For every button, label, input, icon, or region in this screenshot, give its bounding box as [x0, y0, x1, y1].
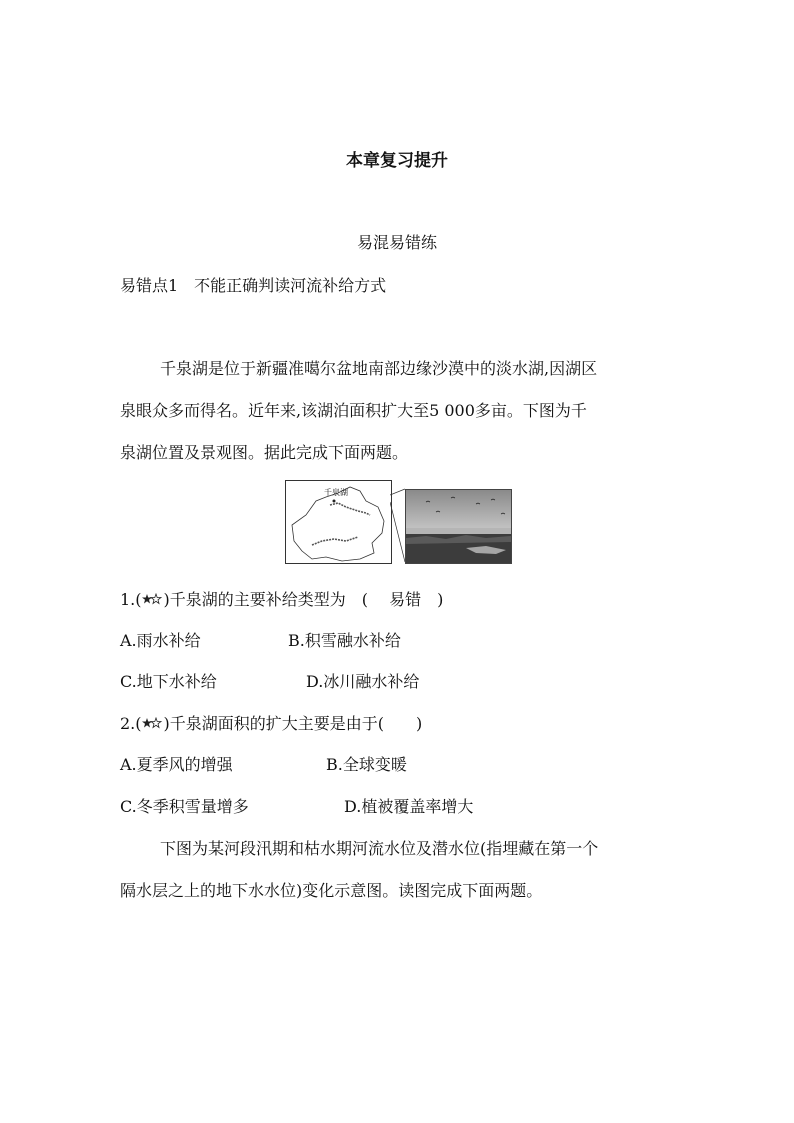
question-1-number: 1.(	[120, 590, 142, 609]
q1-option-a: A.雨水补给	[120, 631, 201, 650]
q2-option-a: A.夏季风的增强	[120, 755, 233, 774]
question-1-text: )千泉湖的主要补给类型为 ( 易错 )	[163, 590, 444, 609]
section-heading: 易混易错练	[356, 233, 437, 252]
lake-landscape-photo	[405, 489, 512, 564]
error-point-heading: 易错点1 不能正确判读河流补给方式	[120, 276, 387, 295]
map-label-qianquan-lake: 千泉湖	[324, 488, 348, 497]
location-and-landscape-figure	[285, 480, 511, 564]
q1-option-d: D.冰川融水补给	[306, 672, 420, 691]
q2-option-b: B.全球变暖	[326, 755, 407, 774]
question-2-number: 2.(	[120, 714, 142, 733]
q2-option-c: C.冬季积雪量增多	[120, 797, 249, 816]
question-2-text: )千泉湖面积的扩大主要是由于( )	[163, 714, 423, 733]
intro-line-3: 泉湖位置及景观图。据此完成下面两题。	[120, 443, 409, 462]
outro-line-1: 下图为某河段汛期和枯水期河流水位及潜水位(指埋藏在第一个	[160, 839, 599, 858]
page-title: 本章复习提升	[346, 151, 448, 171]
question-1-stem	[120, 587, 443, 610]
question-2-stem	[120, 711, 422, 734]
q2-option-d: D.植被覆盖率增大	[344, 797, 474, 816]
location-map	[285, 480, 392, 564]
intro-line-1: 千泉湖是位于新疆准噶尔盆地南部边缘沙漠中的淡水湖,因湖区	[160, 359, 598, 378]
difficulty-stars-icon	[142, 593, 164, 608]
q1-option-c: C.地下水补给	[120, 672, 217, 691]
difficulty-stars-icon	[142, 717, 164, 732]
q1-option-b: B.积雪融水补给	[288, 631, 401, 650]
outro-line-2: 隔水层之上的地下水水位)变化示意图。读图完成下面两题。	[120, 881, 543, 900]
intro-line-2: 泉眼众多而得名。近年来,该湖泊面积扩大至5 000多亩。下图为千	[120, 401, 587, 420]
